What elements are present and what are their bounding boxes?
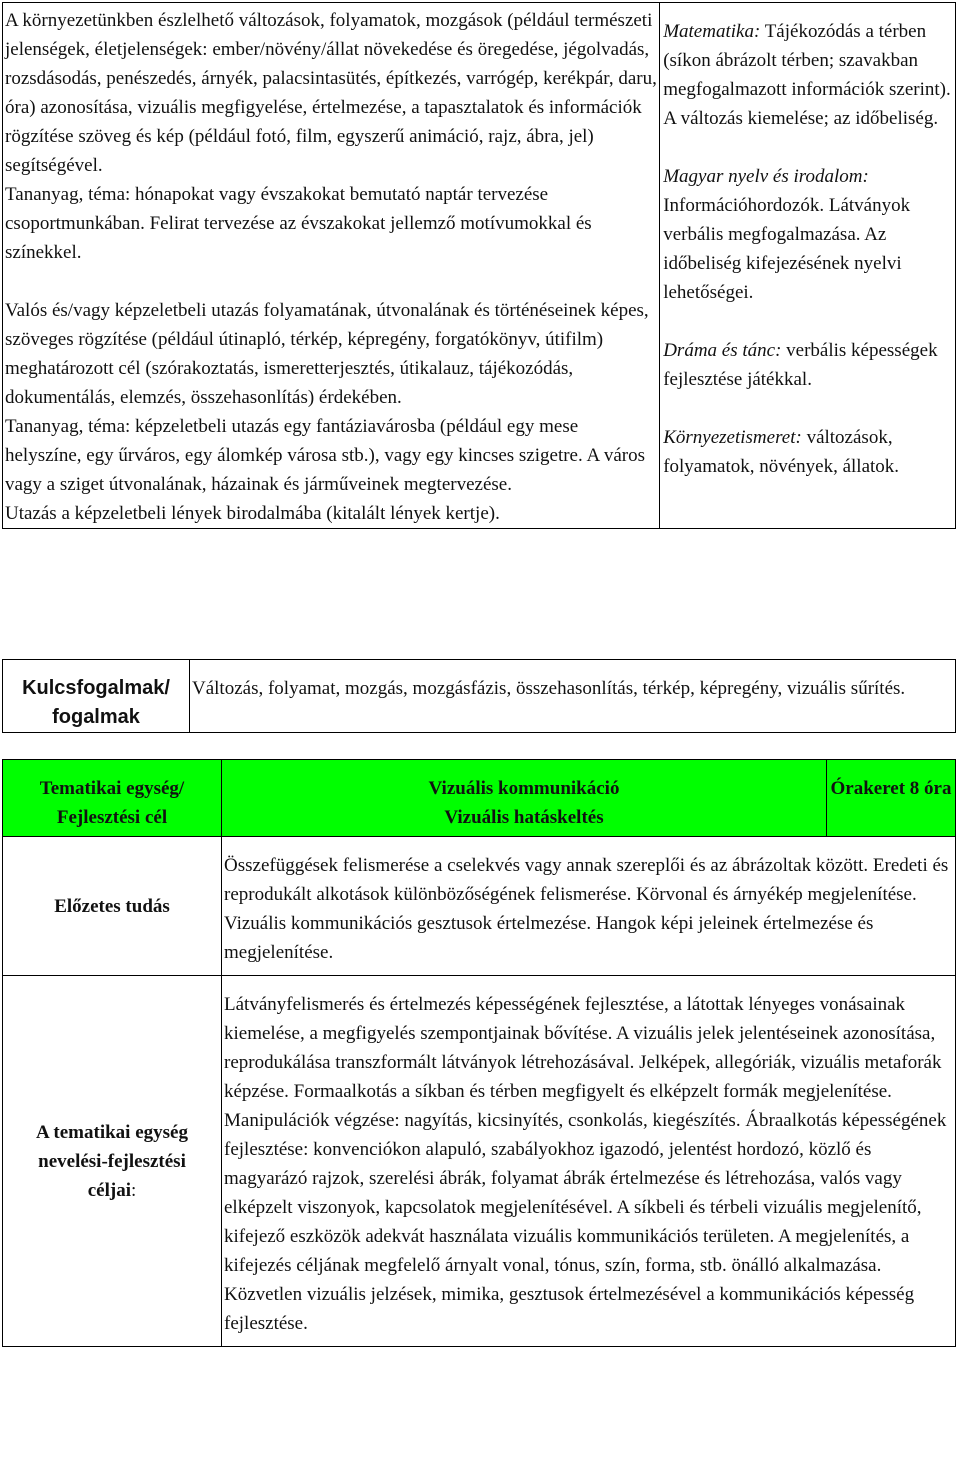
connection-math xyxy=(663,17,955,133)
keywords-table xyxy=(2,659,956,733)
connection-subject: Dráma és tánc: xyxy=(663,340,782,361)
activities-table xyxy=(2,2,956,529)
header-line: Tematikai egység/ xyxy=(39,778,185,799)
connection-text: Információhordozók. Látványok verbális megfogalmazása. Az időbeliség kifejezésének nyelvi lehetőségei. xyxy=(663,195,911,303)
goals-label xyxy=(3,976,222,1347)
connections-cell xyxy=(660,3,956,529)
unit-header-row xyxy=(3,760,956,837)
activity-paragraph: Utazás a képzeletbeli lények birodalmába (kitalált lények kertje). xyxy=(5,503,500,524)
keywords-label-line: Kulcsfogalmak/ xyxy=(22,677,170,699)
unit-title xyxy=(222,760,827,837)
connection-environment xyxy=(663,423,955,481)
connection-literature xyxy=(663,162,955,307)
goals-label-line xyxy=(3,1176,221,1205)
connection-drama xyxy=(663,336,955,394)
activity-paragraph: A környezetünkben észlelhető változások, folyamatok, mozgások (például természeti jelenségek, életjelenségek: ember/növény/állat növekedése és öregedése, jégolvadás, rozsdásodás, penészedés, árnyék, palacsintasütés, építkezés, varrógép, kerékpár, daru, óra) azonosítása, vizuális megfigyelése, értelmezése, a tapasztalatok és információk rögzítése szöveg és kép (például fotó, film, egyszerű animáció, rajz, ábra, jel) segítségével. xyxy=(5,10,657,176)
connection-text: Tájékozódás a térben (síkon ábrázolt térben; szavakban megfogalmazott információk szerint). A változás kiemelése; az időbeliség. xyxy=(663,21,951,129)
hours-frame: Órakeret 8 óra xyxy=(827,760,956,837)
connection-subject: Környezetismeret: xyxy=(663,427,802,448)
title-line: Vizuális kommunikáció xyxy=(428,778,620,799)
goals-label-line: A tematikai egység xyxy=(36,1121,188,1143)
unit-header-label xyxy=(3,760,222,837)
connection-text: verbális képességek fejlesztése játékkal. xyxy=(663,340,938,390)
goals-row xyxy=(3,976,956,1347)
keywords-value: Változás, folyamat, mozgás, mozgásfázis, összehasonlítás, térkép, képregény, vizuális sűrítés. xyxy=(190,660,956,733)
activities-cell xyxy=(3,3,660,529)
connection-subject: Magyar nyelv és irodalom: xyxy=(663,166,869,187)
title-line: Vizuális hatáskeltés xyxy=(444,807,604,828)
connection-subject: Matematika: xyxy=(663,21,761,42)
prior-knowledge-row xyxy=(3,837,956,976)
goals-label-line: nevelési-fejlesztési xyxy=(38,1150,186,1172)
activity-paragraph: Tananyag, téma: képzeletbeli utazás egy fantáziavárosba (például egy mese helyszíne, egy űrváros, egy álomkép városa stb.), vagy egy kincses szigetre. A város vagy a sziget útvonalának, házainak és járműveinek megtervezése. xyxy=(5,416,646,495)
goals-label-word: céljai xyxy=(87,1179,131,1201)
activity-paragraph: Valós és/vagy képzeletbeli utazás folyamatának, útvonalának és történéseinek képes, szöveges rögzítése (például útinapló, térkép, képregény, forgatókönyv, útifilm) meghatározott cél (szórakoztatás, ismeretterjesztés, útikalauz, tájékozódás, dokumentálás, elemzés, összehasonlítás) érdekében. xyxy=(5,300,649,408)
goals-label-colon: : xyxy=(130,1179,137,1201)
prior-knowledge-text: Összefüggések felismerése a cselekvés vagy annak szereplői és az ábrázoltak között. Eredeti és reprodukált alkotások különbözőségének felismerése. Körvonal és árnyékép megjelenítése. Vizuális kommunikációs gesztusok értelmezése. Hangok képi jeleinek értelmezése és megjelenítése. xyxy=(222,837,956,976)
prior-knowledge-label: Előzetes tudás xyxy=(3,837,222,976)
keywords-label-line: fogalmak xyxy=(52,706,140,728)
unit-table xyxy=(2,759,956,1347)
goals-text: Látványfelismerés és értelmezés képességének fejlesztése, a látottak lényeges vonásainak kiemelése, a megfigyelés szempontjainak bővítése. A vizuális jelek jelentéseinek azonosítása, reprodukálása transzformált látványok létrehozásával. Jelképek, allegóriák, vizuális metaforák képzése. Formaalkotás a síkban és térben megfigyelt és elképzelt formák megjelenítése. Manipulációk végzése: nagyítás, kicsinyítés, csonkolás, kiegészítés. Ábraalkotás képességének fejlesztése: konvenciókon alapuló, szabályokhoz igazodó, jelentést hordozó, közlő és magyarázó rajzok, szerelési ábrák, folyamat ábrák értelmezése és létrehozása, valós vagy elképzelt viszonyok, kapcsolatok megjelenítésével. A síkbeli és térbeli vizuális megjelenítő, kifejező eszközök adekvát használata vizuális kommunikációs területen. A megjelenítés, a kifejezés céljának megfelelő árnyalt vonal, tónus, szín, forma, stb. önálló alkalmazása. Közvetlen vizuális jelzések, mimika, gesztusok értelmezésével a kommunikációs képesség fejlesztése. xyxy=(222,976,956,1347)
connection-text: változások, folyamatok, növények, állatok. xyxy=(663,427,900,477)
keywords-label xyxy=(3,660,190,733)
header-line: Fejlesztési cél xyxy=(56,807,168,828)
paragraph-gap xyxy=(5,267,658,296)
activity-paragraph: Tananyag, téma: hónapokat vagy évszakokat bemutató naptár tervezése csoportmunkában. Felirat tervezése az évszakokat jellemző motívumokkal és színekkel. xyxy=(5,184,592,263)
